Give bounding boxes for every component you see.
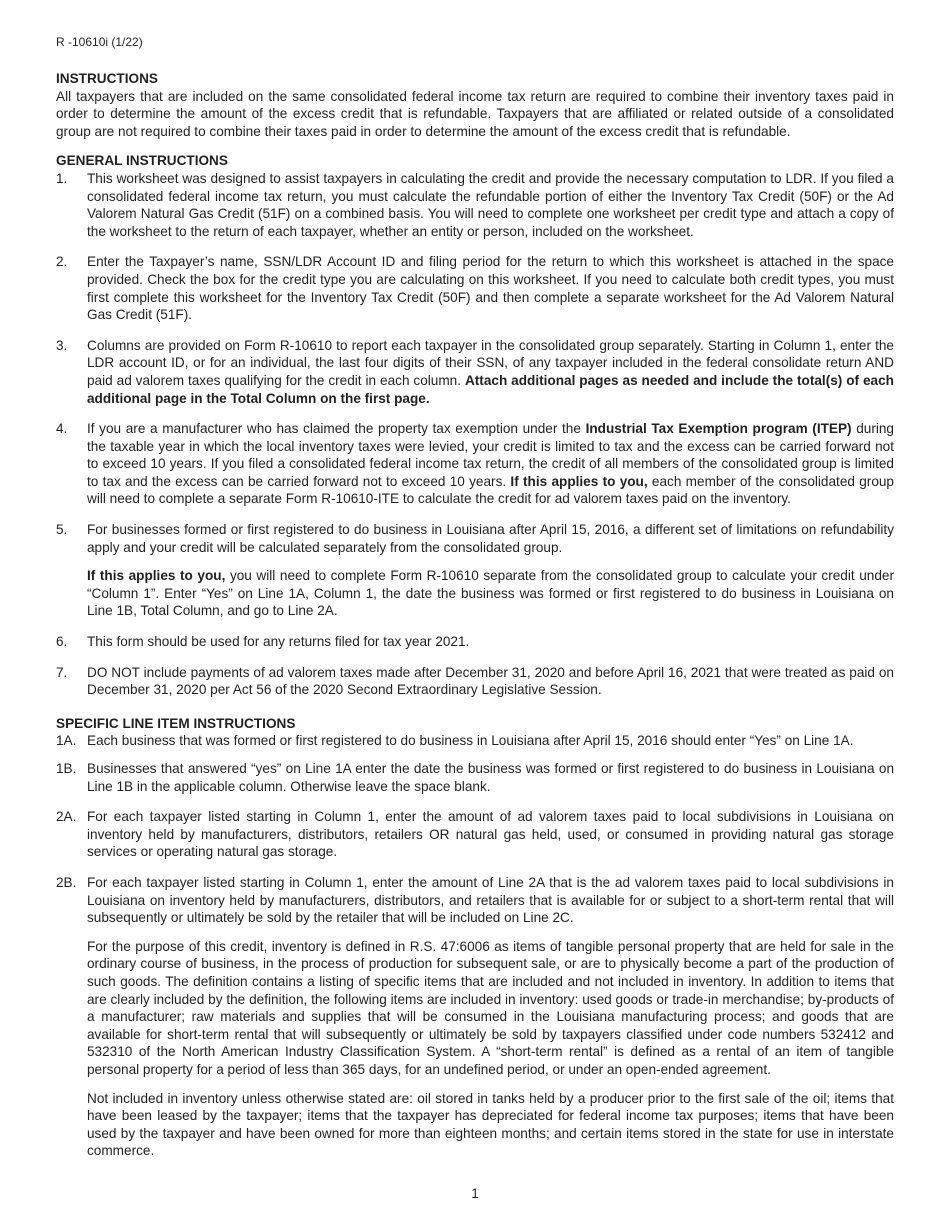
item-text: If you are a manufacturer who has claimed the property tax exemption under the [87, 421, 586, 437]
item-number: 2B. [56, 874, 77, 890]
item-bold-text: Attach additional pages as needed and include the total(s) of each additional page in the Total Column on the first page. [87, 372, 894, 406]
general-item-1 [56, 170, 894, 240]
item-text: This form should be used for any returns filed for tax year 2021. [87, 634, 470, 650]
item-number: 1A. [56, 733, 77, 749]
item-number: 5. [56, 522, 68, 538]
general-item-3 [56, 337, 894, 407]
specific-item-1b [56, 760, 894, 795]
item-text: For businesses formed or first registered to do business in Louisiana after April 15, 2016, a different set of limitations on refundability apply and your credit will be calculated separately from the consolidated group. [87, 522, 894, 555]
general-item-5-subparagraph [56, 567, 894, 620]
specific-item-2a [56, 808, 894, 861]
specific-item-2b [56, 874, 894, 927]
item-text: each member of the consolidated group will need to complete a separate Form R-10610-ITE to calculate the credit for ad valorem taxes paid on the inventory. [87, 473, 894, 507]
instructions-heading: INSTRUCTIONS [56, 71, 158, 86]
general-item-5 [56, 521, 894, 556]
item-number: 2. [56, 254, 68, 270]
item-number: 4. [56, 421, 68, 437]
page-number: 1 [471, 1186, 479, 1201]
item-text: you will need to complete Form R-10610 separate from the consolidated group to calculate your credit under “Column 1”. Enter “Yes” on Line 1A, Column 1, the date the business was formed or first registered to do business in Louisiana on Line 1B, Total Column, and go to Line 2A. [87, 568, 894, 619]
item-text: DO NOT include payments of ad valorem taxes made after December 31, 2020 and before April 16, 2021 that were treated as paid on December 31, 2020 per Act 56 of the 2020 Second Extraordinary Legislative Session. [87, 664, 894, 698]
item-text: Enter the Taxpayer’s name, SSN/LDR Account ID and filing period for the return to which this worksheet is attached in the space provided. Check the box for the credit type you are calculating on this worksheet. If you need to calculate both credit types, you must first complete this worksheet for the Inventory Tax Credit (50F) and then complete a separate worksheet for the Ad Valorem Natural Gas Credit (51F). [87, 254, 894, 323]
item-text: For each taxpayer listed starting in Column 1, enter the amount of Line 2A that is the ad valorem taxes paid to local subdivisions in Louisiana on inventory held by manufacturers, distributors, and retailers that is available for or subject to a short-term rental that will subsequently or ultimately be sold by the retailer that will be included on Line 2C. [87, 874, 894, 926]
item-text: Columns are provided on Form R-10610 to report each taxpayer in the consolidated group separately. Starting in Column 1, enter the LDR account ID, or for an individual, the last four digits of their SSN, of any taxpayer included in the federal consolidate return AND paid ad valorem taxes qualifying for the credit in each column. [87, 337, 894, 388]
specific-instructions-heading: SPECIFIC LINE ITEM INSTRUCTIONS [56, 715, 296, 731]
specific-item-1a [56, 732, 894, 750]
item-text: This worksheet was designed to assist taxpayers in calculating the credit and provide the necessary computation to LDR. If you filed a consolidated federal income tax return, you must calculate the refundable portion of either the Inventory Tax Credit (50F) or the Ad Valorem Natural Gas Credit (51F) on a combined basis. You will need to complete one worksheet per credit type and attach a copy of the worksheet to the return of each taxpayer, whether an entity or person, included on the worksheet. [87, 170, 894, 239]
general-item-7 [56, 664, 894, 699]
item-text: during the taxable year in which the local inventory taxes were levied, your credit is limited to tax and the excess can be carried forward not to exceed 10 years. If you filed a consolidated federal income tax return, the credit of all members of the consolidated group is limited to tax and the excess can be carried forward not to exceed 10 years. [87, 421, 894, 489]
itep-program-name: Industrial Tax Exemption program (ITEP) [585, 421, 852, 437]
item-number: 2A. [56, 809, 77, 825]
item-text: For each taxpayer listed starting in Column 1, enter the amount of ad valorem taxes paid to local subdivisions in Louisiana on inventory held by manufacturers, distributors, retailers OR natural gas held, used, or consumed in providing natural gas storage services or operating natural gas storage. [87, 809, 894, 860]
document-body [56, 70, 894, 1160]
form-id: R -10610i (1/22) [56, 35, 143, 49]
item-number: 6. [56, 634, 68, 650]
item-number: 1. [56, 170, 68, 186]
general-item-2 [56, 253, 894, 323]
item-number: 1B. [56, 761, 77, 776]
item-number: 7. [56, 664, 68, 680]
general-item-6 [56, 633, 894, 651]
general-instructions-heading: GENERAL INSTRUCTIONS [56, 153, 228, 169]
instructions-text: All taxpayers that are included on the same consolidated federal income tax return are required to combine their inventory taxes paid in order to determine the amount of the excess credit that is refundable. Taxpayers that are affiliated or related outside of a consolidated group are not required to combine their taxes paid in order to determine the amount of the excess credit that is refundable. [56, 88, 894, 139]
item-bold-text: If this applies to you, [87, 568, 226, 584]
not-included-paragraph: Not included in inventory unless otherwise stated are: oil stored in tanks held by a producer prior to the first sale of the oil; items that have been leased by the taxpayer; items that the taxpayer has depreciated for federal income tax purposes; items that have been used by the taxpayer and have been owned for more than eighteen months; and certain items stored in the state for use in interstate commerce. [87, 1090, 894, 1159]
item-text: Businesses that answered “yes” on Line 1A enter the date the business was formed or first registered to do business in Louisiana on Line 1B in the applicable column. Otherwise leave the space blank. [87, 761, 894, 794]
item-bold-text: If this applies to you, [510, 473, 648, 489]
inventory-definition-paragraph: For the purpose of this credit, inventory is defined in R.S. 47:6006 as items of tangible personal property that are held for sale in the ordinary course of business, in the process of production for subsequent sale, or are to physically become a part of the production of such goods. The definition contains a listing of specific items that are included and not included in inventory. In addition to items that are clearly included by the definition, the following items are included in inventory: used goods or trade-in merchandise; by-products of a manufacturer; raw materials and supplies that will be consumed in the Louisiana manufacturing process; and goods that are available for short-term rental that will subsequently or ultimately be sold by taxpayers classified under code numbers 532412 and 532310 of the North American Industry Classification System. A “short-term rental” is defined as a rental of an item of tangible personal property for a period of less than 365 days, for an undefined period, or under an open-ended agreement. [87, 938, 894, 1077]
general-item-4 [56, 420, 894, 508]
item-text: Each business that was formed or first registered to do business in Louisiana after April 15, 2016 should enter “Yes” on Line 1A. [87, 733, 854, 749]
item-number: 3. [56, 337, 68, 353]
